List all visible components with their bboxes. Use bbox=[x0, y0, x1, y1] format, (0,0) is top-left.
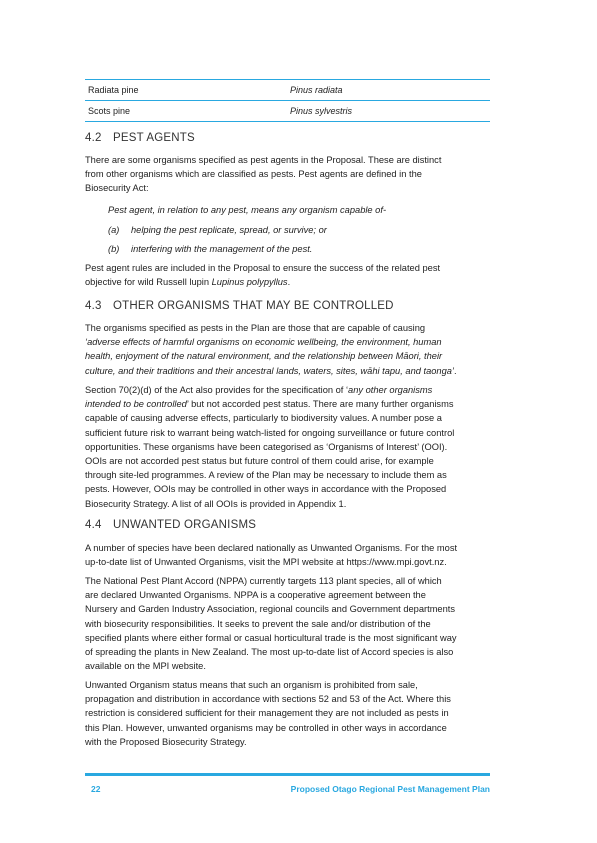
section-title: OTHER ORGANISMS THAT MAY BE CONTROLLED bbox=[113, 300, 394, 312]
footer-document-title: Proposed Otago Regional Pest Management Plan bbox=[290, 784, 490, 794]
common-name-cell: Radiata pine bbox=[85, 80, 284, 101]
section-number: 4.4 bbox=[85, 519, 102, 531]
text-line: with biosecurity responsibilities. It seeks to prevent the sale and/or distribution of the bbox=[85, 618, 431, 629]
text-line bbox=[85, 397, 490, 411]
paragraph bbox=[85, 321, 490, 378]
latin-name-cell: Pinus sylvestris bbox=[284, 101, 490, 122]
text-line: restriction is considered sufficient for their management they are not included as pests in bbox=[85, 708, 449, 719]
page-number: 22 bbox=[91, 784, 101, 794]
text-line: propagation and distribution in accordance with sections 52 and 53 of the Act. Where this bbox=[85, 694, 451, 705]
text-run: . bbox=[454, 365, 457, 376]
list-item-text: helping the pest replicate, spread, or survive; or bbox=[131, 225, 327, 235]
section-heading-4-2 bbox=[85, 132, 195, 144]
text-run: objective for wild Russell lupin bbox=[85, 277, 212, 288]
text-line: Biosecurity Strategy. A list of all OOIs is provided in Appendix 1. bbox=[85, 498, 347, 509]
list-marker: (b) bbox=[108, 244, 120, 254]
list-marker: (a) bbox=[108, 225, 120, 235]
text-run: . bbox=[287, 277, 291, 288]
text-line: of spreading the plants in New Zealand. The most up-to-date list of Accord species is also bbox=[85, 647, 454, 658]
definition-text: Pest agent, in relation to any pest, means any organism capable of- bbox=[108, 205, 387, 215]
text-line: Biosecurity Act: bbox=[85, 183, 149, 194]
text-line: Pest agent rules are included in the Proposal to ensure the success of the related pest bbox=[85, 263, 441, 273]
section-number: 4.2 bbox=[85, 132, 102, 144]
text-line: specified plants where either formal or casual horticultural trade is the most significant way bbox=[85, 632, 457, 643]
text-line: available on the MPI website. bbox=[85, 661, 206, 672]
table-row bbox=[85, 101, 490, 122]
common-name-cell: Scots pine bbox=[85, 101, 284, 122]
text-line: are declared Unwanted Organisms. NPPA is a cooperative agreement between the bbox=[85, 590, 426, 601]
text-run: Section 70(2)(d) of the Act also provides for the specification of ‘ bbox=[85, 385, 349, 395]
section-heading-4-4 bbox=[85, 519, 256, 531]
text-line: sufficient future risk to warrant being watch-listed for ongoing surveillance or future control bbox=[85, 427, 455, 438]
list-item bbox=[108, 242, 312, 256]
paragraph bbox=[85, 153, 490, 196]
text-line bbox=[85, 275, 490, 289]
paragraph bbox=[85, 261, 490, 289]
text-line: There are some organisms specified as pest agents in the Proposal. These are distinct bbox=[85, 155, 442, 165]
section-heading-4-3 bbox=[85, 300, 394, 312]
text-line: Unwanted Organism status means that such an organism is prohibited from sale, bbox=[85, 680, 418, 690]
text-line: this Plan. However, unwanted organisms may be controlled in other ways in accordance bbox=[85, 722, 447, 733]
text-line: opportunities. These organisms have been categorised as ‘Organisms of Interest’ (OOI). bbox=[85, 441, 448, 452]
paragraph bbox=[85, 541, 490, 569]
text-line: with the Proposed Biosecurity Strategy. bbox=[85, 736, 247, 747]
paragraph bbox=[85, 383, 490, 511]
footer-rule bbox=[85, 773, 490, 776]
paragraph bbox=[85, 574, 490, 673]
text-line: The organisms specified as pests in the Plan are those that are capable of causing bbox=[85, 323, 426, 333]
text-line: up-to-date list of Unwanted Organisms, visit the MPI website at https://www.mpi.govt.nz. bbox=[85, 557, 447, 568]
text-run: ’ but not accorded pest status. There are many further organisms bbox=[186, 399, 454, 410]
latin-name: Lupinus polypyllus bbox=[211, 277, 288, 288]
text-line: health, enjoyment of the natural environment, and the relationship between Māori, their bbox=[85, 351, 443, 362]
section-title: PEST AGENTS bbox=[113, 132, 195, 144]
list-item-text: interfering with the management of the pest. bbox=[131, 244, 313, 254]
text-run: intended to be controlled bbox=[85, 399, 187, 410]
latin-name-cell: Pinus radiata bbox=[284, 80, 490, 101]
text-line: OOIs are not accorded pest status but future control of them could arise, for example bbox=[85, 456, 434, 467]
text-line: pests. However, OOIs may be controlled in other ways in accordance with the Proposed bbox=[85, 484, 447, 495]
list-item bbox=[108, 223, 327, 237]
text-line: Nursery and Garden Industry Association, regional councils and Government departments bbox=[85, 604, 456, 615]
text-run: any other organisms bbox=[348, 385, 433, 395]
text-line: A number of species have been declared nationally as Unwanted Organisms. For the most bbox=[85, 543, 458, 553]
text-run: culture, and their traditions and their ancestral lands, waters, sites, wāhi tapu, and taonga’ bbox=[85, 365, 454, 376]
section-title: UNWANTED ORGANISMS bbox=[113, 519, 257, 531]
table-row bbox=[85, 80, 490, 101]
paragraph bbox=[85, 678, 490, 749]
text-line: The National Pest Plant Accord (NPPA) currently targets 113 plant species, all of which bbox=[85, 576, 442, 586]
section-number: 4.3 bbox=[85, 300, 102, 312]
text-line bbox=[85, 383, 490, 397]
text-line: capable of causing adverse effects, particularly to biodiversity values. A number pose a bbox=[85, 413, 442, 424]
text-line: ‘adverse effects of harmful organisms on economic wellbeing, the environment, human bbox=[85, 337, 442, 348]
text-line: from other organisms which are classified as pests. Pest agents are defined in the bbox=[85, 169, 422, 180]
text-line: through site-led programmes. A review of the Plan may be necessary to include them as bbox=[85, 470, 447, 481]
species-table bbox=[85, 79, 490, 122]
text-line bbox=[85, 364, 490, 378]
